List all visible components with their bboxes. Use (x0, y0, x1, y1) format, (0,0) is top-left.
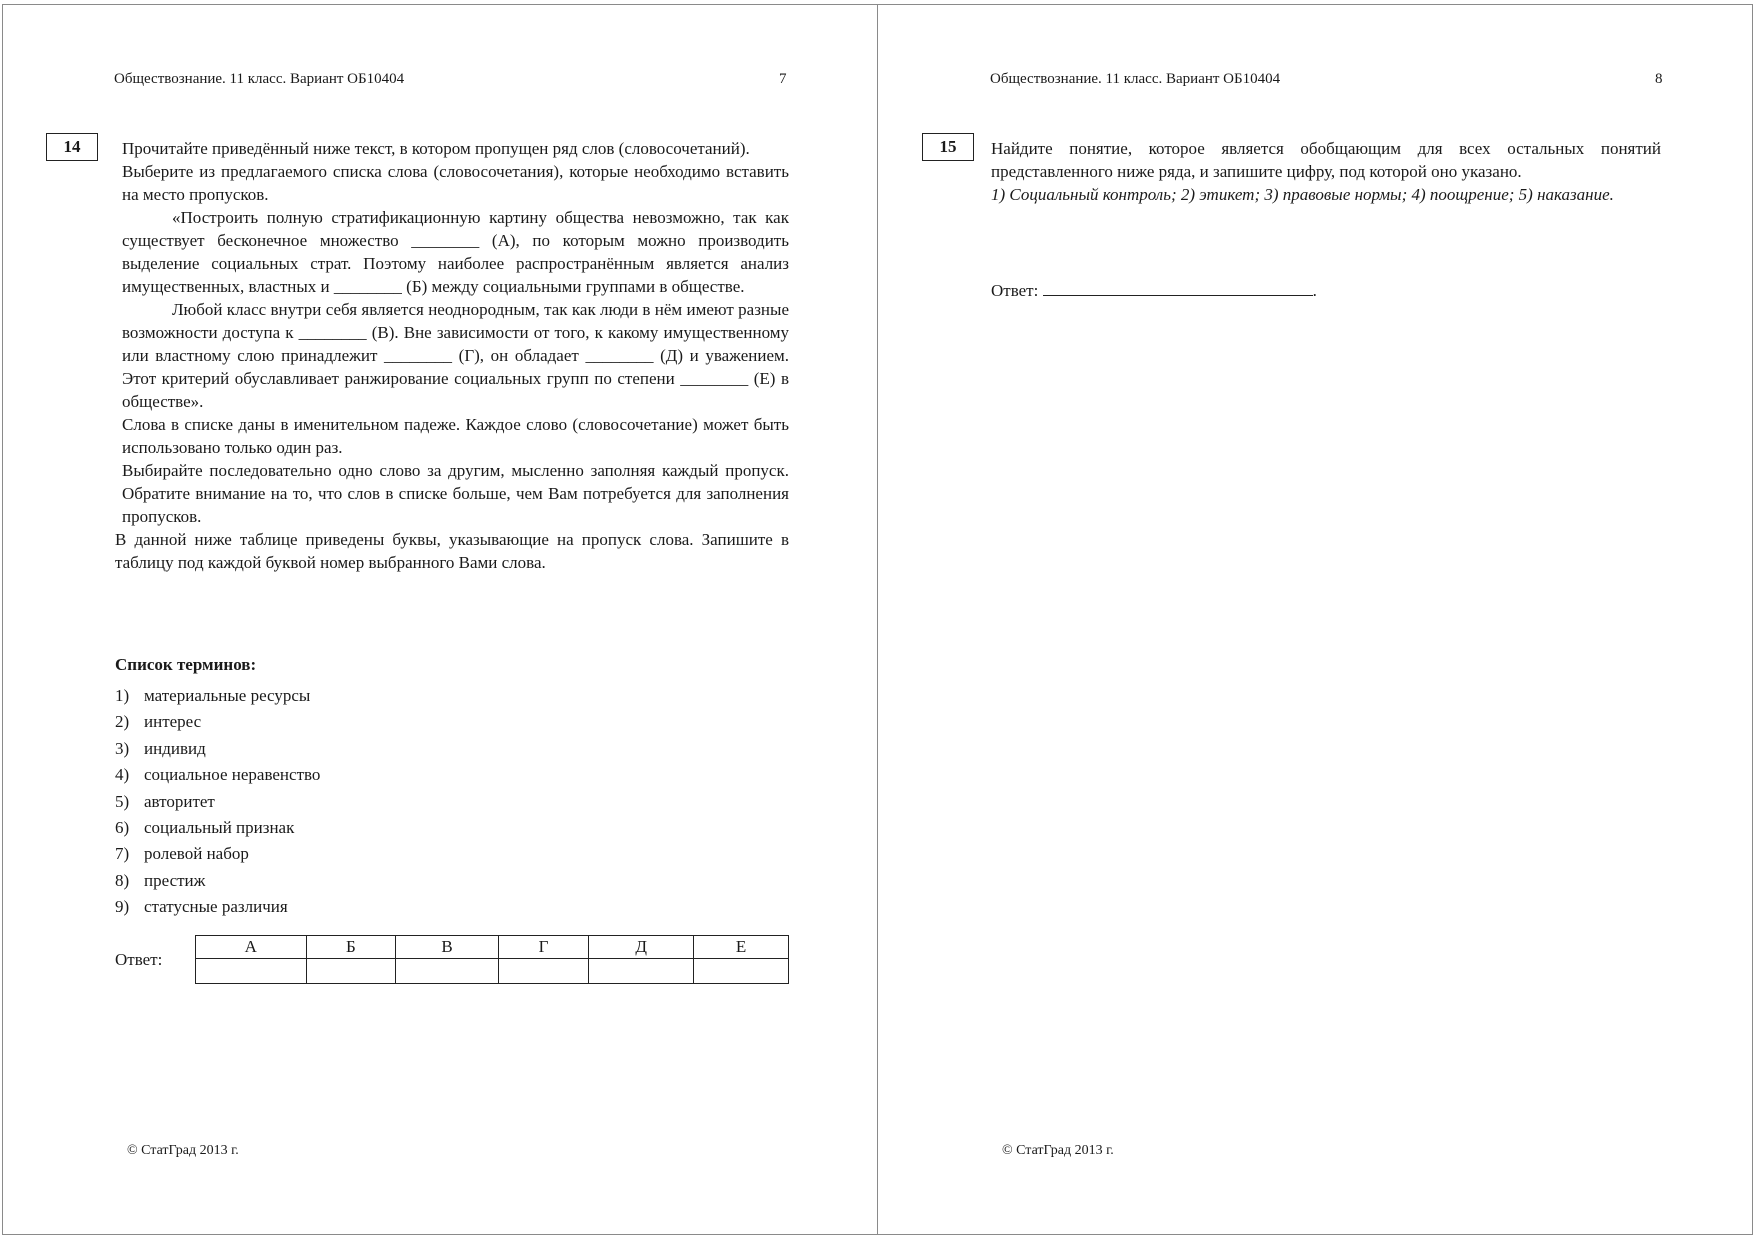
instruction-paragraph: Слова в списке даны в именительном падеже. Каждое слово (словосочетание) может быть использовано только один раз. (122, 415, 789, 457)
answer-column-letter: А (196, 936, 307, 959)
gap-text-paragraph: Любой класс внутри себя является неоднородным, так как люди в нём имеют разные возможности доступа к ________ (В). Вне зависимости от того, к какому имущественному или властному слою принадлежит ________ (Г), он обладает ________ (Д) и уважением. Этот критерий обуславливает ранжирование социальных групп по степени ________ (Е) в обществе». (122, 300, 789, 411)
options-text: 1) Социальный контроль; 2) этикет; 3) правовые нормы; 4) поощрение; 5) наказание. (991, 185, 1614, 204)
task-number-box: 15 (922, 133, 974, 161)
task-14-text (115, 137, 789, 574)
answer-column-letter: Г (498, 936, 588, 959)
instruction-paragraph: Выбирайте последовательно одно слово за другим, мысленно заполняя каждый пропуск. Обратите внимание на то, что слов в списке больше, чем Вам потребуется для заполнения пропусков. (122, 461, 789, 526)
answer-cell[interactable] (306, 959, 396, 984)
answer-label: Ответ: (991, 281, 1039, 300)
answer-blank[interactable] (1043, 281, 1313, 296)
answer-column-letter: В (396, 936, 499, 959)
gap-text-paragraph: «Построить полную стратификационную картину общества невозможно, так как существует бесконечное множество ________ (А), по которым можно производить выделение социальных страт. Поэтому наиболее распространённым является анализ имущественных, властных и ________ (Б) между социальными группами в обществе. (122, 208, 789, 296)
task-number-box: 14 (46, 133, 98, 161)
answer-table (195, 935, 789, 984)
answer-line (991, 281, 1317, 301)
list-item: 9) статусные различия (115, 897, 288, 917)
list-item: 7) ролевой набор (115, 844, 249, 864)
answer-cell[interactable] (694, 959, 789, 984)
page-header: Обществознание. 11 класс. Вариант ОБ10404 (990, 71, 1281, 87)
page-number: 8 (1655, 71, 1663, 87)
list-item: 1) материальные ресурсы (115, 686, 311, 705)
task-15-text (991, 137, 1661, 206)
list-item: 5) авторитет (115, 791, 215, 811)
answer-cell[interactable] (498, 959, 588, 984)
terms-list (115, 683, 320, 921)
left-page (2, 4, 878, 1235)
answer-suffix: . (1312, 281, 1317, 300)
list-item: 3) индивид (115, 738, 206, 758)
answer-cell[interactable] (196, 959, 307, 984)
instruction-paragraph: Прочитайте приведённый ниже текст, в котором пропущен ряд слов (словосочетаний). (122, 139, 750, 158)
answer-column-letter: Е (694, 936, 789, 959)
right-page (877, 4, 1753, 1235)
answer-column-letter: Д (589, 936, 694, 959)
page-footer: © СтатГрад 2013 г. (127, 1143, 239, 1158)
list-item: 2) интерес (115, 712, 202, 732)
list-item: 6) социальный признак (115, 817, 295, 837)
list-item: 8) престиж (115, 870, 206, 890)
answer-cell[interactable] (589, 959, 694, 984)
question-text: Найдите понятие, которое является обобщающим для всех остальных понятий представленного ниже ряда, и запишите цифру, под которой оно указано. (991, 139, 1661, 181)
page-number: 7 (779, 71, 787, 87)
page-footer: © СтатГрад 2013 г. (1002, 1143, 1114, 1158)
table-row (196, 959, 789, 984)
table-header-row (196, 936, 789, 959)
instruction-paragraph: Выберите из предлагаемого списка слова (словосочетания), которые необходимо вставить на место пропусков. (122, 162, 789, 204)
instruction-paragraph: В данной ниже таблице приведены буквы, указывающие на пропуск слова. Запишите в таблицу под каждой буквой номер выбранного Вами слова. (115, 530, 789, 572)
answer-label: Ответ: (115, 950, 163, 969)
answer-cell[interactable] (396, 959, 499, 984)
terms-list-title: Список терминов: (115, 655, 257, 674)
answer-column-letter: Б (306, 936, 396, 959)
page-header: Обществознание. 11 класс. Вариант ОБ10404 (114, 71, 405, 87)
list-item: 4) социальное неравенство (115, 765, 321, 785)
